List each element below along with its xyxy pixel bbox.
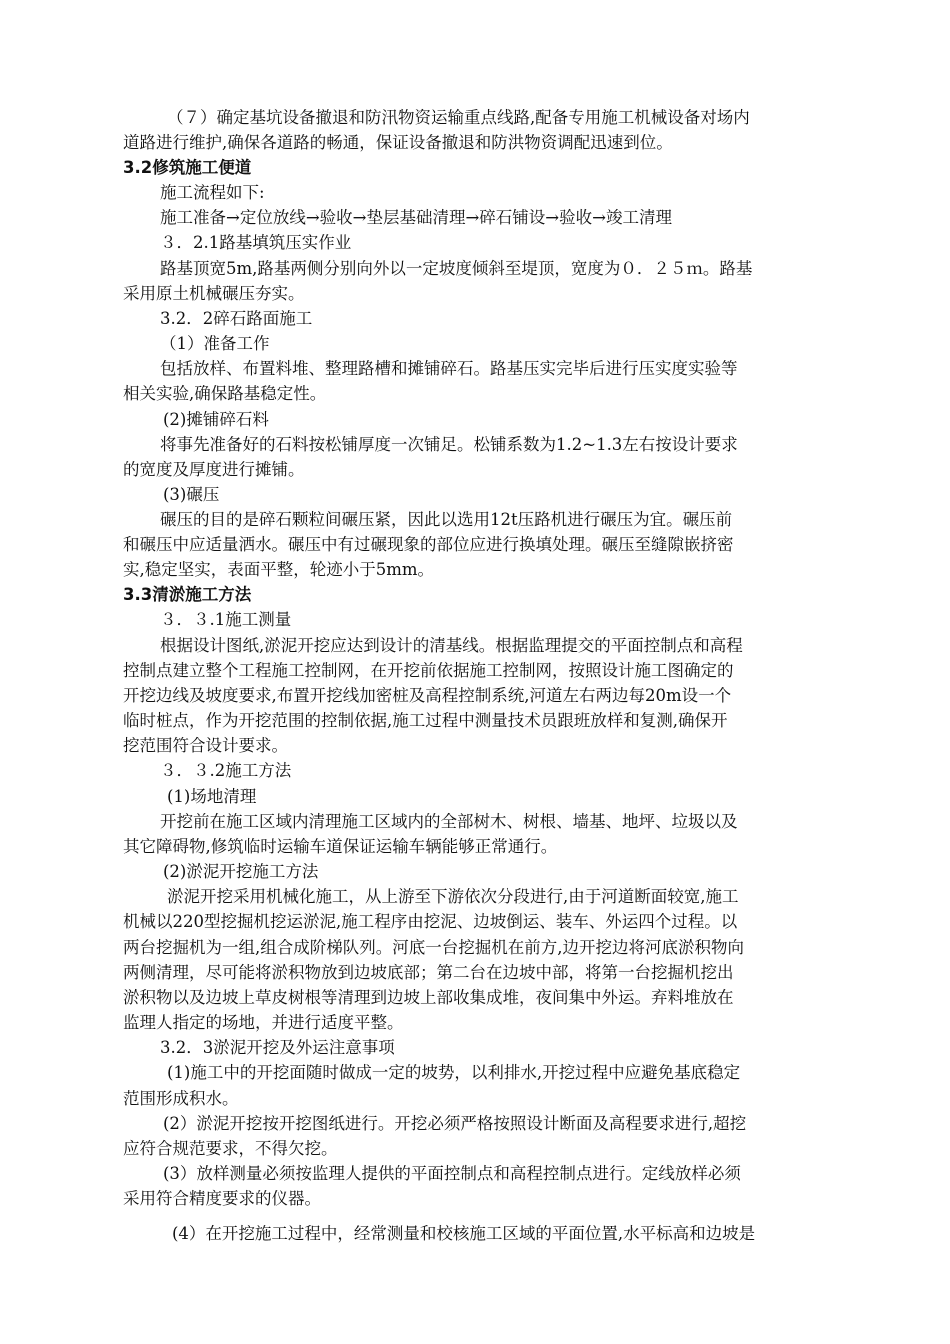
paragraph-line: 监理人指定的场地，并进行适度平整。 bbox=[123, 1013, 404, 1032]
paragraph-line: 包括放样、布置料堆、整理路槽和摊铺碎石。路基压实完毕后进行压实度实验等 bbox=[160, 359, 738, 378]
paragraph-line: 采用原土机械碾压夯实。 bbox=[123, 284, 305, 303]
paragraph-line: 相关实验,确保路基稳定性。 bbox=[123, 384, 327, 403]
paragraph-line: 道路进行维护,确保各道路的畅通，保证设备撤退和防洪物资调配迅速到位。 bbox=[123, 133, 673, 152]
paragraph-line: 碾压的目的是碎石颗粒间碾压紧，因此以选用12t压路机进行碾压为宜。碾压前 bbox=[160, 510, 733, 529]
subsection-heading: ３．３.2施工方法 bbox=[160, 761, 292, 780]
paragraph-line: 淤泥开挖采用机械化施工，从上游至下游依次分段进行,由于河道断面较宽,施工 bbox=[167, 887, 739, 906]
paragraph-line: 两台挖掘机为一组,组合成阶梯队列。河底一台挖掘机在前方,边开挖边将河底淤积物向 bbox=[123, 938, 744, 957]
paragraph-line: 根据设计图纸,淤泥开挖应达到设计的清基线。根据监理提交的平面控制点和高程 bbox=[160, 636, 743, 655]
section-heading-3-2: 3.2修筑施工便道 bbox=[123, 158, 252, 177]
paragraph-line: (1)施工中的开挖面随时做成一定的坡势，以利排水,开挖过程中应避免基底稳定 bbox=[167, 1063, 741, 1082]
paragraph-line: 施工准备→定位放线→验收→垫层基础清理→碎石铺设→验收→竣工清理 bbox=[160, 208, 672, 227]
section-heading-3-3: 3.3清淤施工方法 bbox=[123, 585, 252, 604]
paragraph-line: 控制点建立整个工程施工控制网，在开挖前依据施工控制网，按照设计施工图确定的 bbox=[123, 661, 734, 680]
paragraph-line: 将事先准备好的石料按松铺厚度一次铺足。松铺系数为1.2~1.3左右按设计要求 bbox=[160, 435, 738, 454]
item-heading: (2)淤泥开挖施工方法 bbox=[163, 862, 319, 881]
paragraph-line: 和碾压中应适量洒水。碾压中有过碾现象的部位应进行换填处理。碾压至缝隙嵌挤密 bbox=[123, 535, 734, 554]
paragraph-line: (3）放样测量必须按监理人提供的平面控制点和高程控制点进行。定线放样必须 bbox=[163, 1164, 741, 1183]
subsection-heading: ３．2.1路基填筑压实作业 bbox=[160, 233, 352, 252]
paragraph-line: 开挖边线及坡度要求,布置开挖线加密桩及高程控制系统,河道左右两边每20m设一个 bbox=[123, 686, 732, 705]
item-heading: （1）准备工作 bbox=[160, 334, 270, 353]
paragraph-line: 机械以220型挖掘机挖运淤泥,施工程序由挖泥、边坡倒运、装车、外运四个过程。以 bbox=[123, 912, 738, 931]
item-heading: (2)摊铺碎石料 bbox=[163, 410, 269, 429]
paragraph-line: 的宽度及厚度进行摊铺。 bbox=[123, 460, 305, 479]
paragraph-line: 采用符合精度要求的仪器。 bbox=[123, 1189, 321, 1208]
paragraph-line: 临时桩点，作为开挖范围的控制依据,施工过程中测量技术员跟班放样和复测,确保开 bbox=[123, 711, 728, 730]
paragraph-line: 施工流程如下: bbox=[160, 183, 265, 202]
paragraph-line: 挖范围符合设计要求。 bbox=[123, 736, 288, 755]
paragraph-line: (2）淤泥开挖按开挖图纸进行。开挖必须严格按照设计断面及高程要求进行,超挖 bbox=[163, 1114, 747, 1133]
subsection-heading: ３．３.1施工测量 bbox=[160, 610, 292, 629]
subsection-heading: 3.2．3淤泥开挖及外运注意事项 bbox=[160, 1038, 395, 1057]
item-heading: (1)场地清理 bbox=[167, 787, 257, 806]
paragraph-line: 淤积物以及边坡上草皮树根等清理到边坡上部收集成堆，夜间集中外运。弃料堆放在 bbox=[123, 988, 734, 1007]
item-heading: (3)碾压 bbox=[163, 485, 220, 504]
paragraph-line: 范围形成积水。 bbox=[123, 1089, 239, 1108]
paragraph-line: 开挖前在施工区域内清理施工区域内的全部树木、树根、墙基、地坪、垃圾以及 bbox=[160, 812, 738, 831]
paragraph-line: 路基顶宽5m,路基两侧分别向外以一定坡度倾斜至堤顶，宽度为０．２５ｍ。路基 bbox=[160, 259, 753, 278]
paragraph-line: (4）在开挖施工过程中，经常测量和校核施工区域的平面位置,水平标高和边坡是 bbox=[172, 1224, 756, 1243]
paragraph-line: 其它障碍物,修筑临时运输车道保证运输车辆能够正常通行。 bbox=[123, 837, 558, 856]
subsection-heading: 3.2．2碎石路面施工 bbox=[160, 309, 313, 328]
paragraph-line: 两侧清理，尽可能将淤积物放到边坡底部；第二台在边坡中部，将第一台挖掘机挖出 bbox=[123, 963, 734, 982]
paragraph-line: （７）确定基坑设备撤退和防汛物资运输重点线路,配备专用施工机械设备对场内 bbox=[167, 108, 750, 127]
paragraph-line: 实,稳定坚实，表面平整，轮迹小于5mm。 bbox=[123, 560, 435, 579]
paragraph-line: 应符合规范要求，不得欠挖。 bbox=[123, 1139, 338, 1158]
